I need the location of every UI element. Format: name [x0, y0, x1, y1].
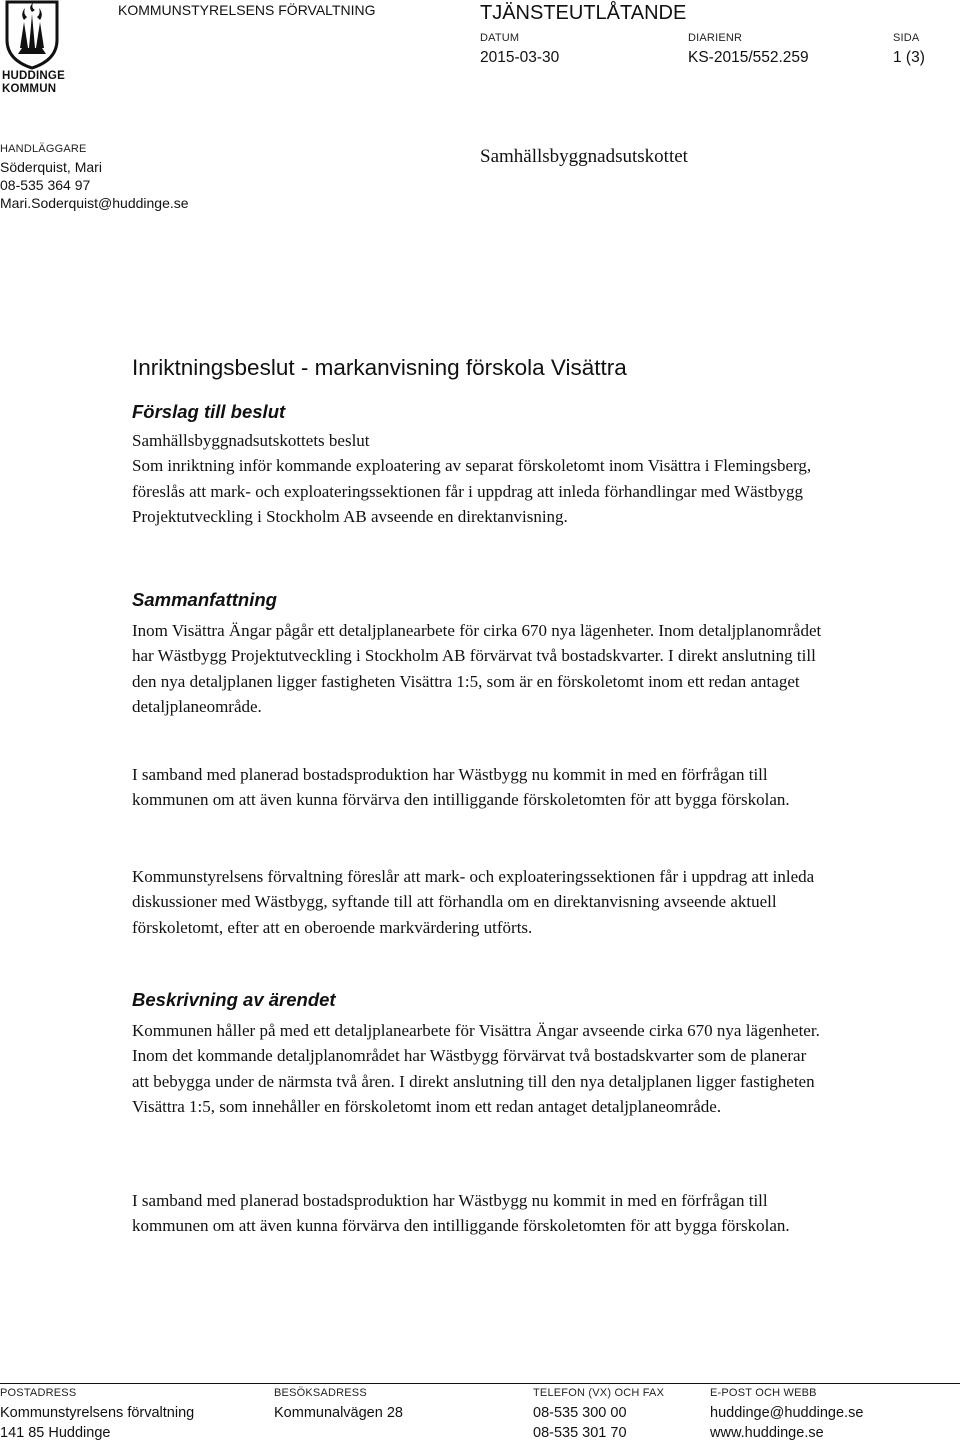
- sammanfattning-paragraph-2: I samband med planerad bostadsproduktion har Wästbygg nu kommit in med en förfrågan till kommunen om att även kunna förvärva den intilliggande förskoletomten för att bygga förskolan.: [132, 765, 790, 810]
- date-value: 2015-03-30: [480, 49, 560, 66]
- sammanfattning-paragraph-3-block: [132, 864, 822, 940]
- handler-email[interactable]: Mari.Soderquist@huddinge.se: [0, 195, 189, 211]
- section-heading-beskrivning: Beskrivning av ärendet: [132, 989, 336, 1010]
- huddinge-coat-of-arms-icon: [4, 0, 60, 70]
- beskrivning-paragraph-1: Kommunen håller på med ett detaljplanearbete för Visättra Ängar avseende cirka 670 nya lägenheter. Inom det kommande detaljplanområdet har Wästbygg förvärvat två bostadskvarter som de planerar att bebygga under de närmsta två åren. I direkt anslutning till den nya detaljplanen ligger fastigheten Visättra 1:5, som innehåller en förskoletomt inom ett redan antaget detaljplaneområde.: [132, 1021, 820, 1116]
- beskrivning-paragraph-2-block: [132, 1188, 822, 1239]
- footer-postal-label: POSTADRESS: [0, 1387, 77, 1399]
- section-heading-forslag: Förslag till beslut: [132, 401, 286, 422]
- footer-phone-value: 08-535 300 00: [533, 1405, 627, 1421]
- forslag-text: Som inriktning inför kommande exploatering av separat förskoletomt inom Visättra i Flemingsberg, föreslås att mark- och exploateringssektionen får i uppdrag att inleda förhandlingar med Wästbygg Projektutveckling i Stockholm AB avseende en direktanvisning.: [132, 456, 812, 526]
- handler-name: Söderquist, Mari: [0, 159, 102, 175]
- document-type: TJÄNSTEUTLÅTANDE: [480, 2, 687, 24]
- section-heading-sammanfattning: Sammanfattning: [132, 589, 277, 610]
- footer-email-value[interactable]: huddinge@huddinge.se: [710, 1405, 864, 1421]
- section-beskrivning: [132, 988, 822, 1119]
- sammanfattning-paragraph-1: Inom Visättra Ängar pågår ett detaljplanearbete för cirka 670 nya lägenheter. Inom detaljplanområdet har Wästbygg Projektutveckling i Stockholm AB förvärvat två bostadskvarter. I direkt anslutning till den nya detaljplanen ligger fastigheten Visättra 1:5, som är en förskoletomt inom ett redan antaget detaljplaneområde.: [132, 621, 822, 716]
- municipality-logo: [2, 0, 66, 104]
- footer-phone-label: TELEFON (VX) OCH FAX: [533, 1387, 665, 1399]
- forslag-subheading: Samhällsbyggnadsutskottets beslut: [132, 431, 370, 450]
- beskrivning-paragraph-2: I samband med planerad bostadsproduktion har Wästbygg nu kommit in med en förfrågan till kommunen om att även kunna förvärva den intilliggande förskoletomten för att bygga förskolan.: [132, 1191, 790, 1236]
- diarie-label: DIARIENR: [688, 32, 743, 44]
- footer-postal-line2: 141 85 Huddinge: [0, 1425, 111, 1441]
- footer-postal-line1: Kommunstyrelsens förvaltning: [0, 1405, 195, 1421]
- section-forslag: [132, 400, 822, 529]
- footer-web-label: E-POST OCH WEBB: [710, 1387, 817, 1399]
- handler-label: HANDLÄGGARE: [0, 143, 87, 155]
- sammanfattning-paragraph-3: Kommunstyrelsens förvaltning föreslår att mark- och exploateringssektionen får i uppdrag att inleda diskussioner med Wästbygg, syftande till att förhandla om en direktanvisning avseende aktuell förskoletomt, efter att en oberoende markvärdering utförts.: [132, 867, 815, 937]
- handler-phone: 08-535 364 97: [0, 177, 91, 193]
- recipient: Samhällsbyggnadsutskottet: [480, 146, 688, 167]
- organization-name: KOMMUNSTYRELSENS FÖRVALTNING: [118, 2, 376, 18]
- section-sammanfattning: [132, 588, 822, 719]
- sammanfattning-paragraph-2-block: [132, 762, 822, 813]
- date-label: DATUM: [480, 32, 520, 44]
- logo-text-line2: KOMMUN: [2, 83, 57, 95]
- diarie-value: KS-2015/552.259: [688, 49, 809, 66]
- footer-divider: [0, 1383, 960, 1384]
- footer-visit-value: Kommunalvägen 28: [274, 1405, 403, 1421]
- document-title: Inriktningsbeslut - markanvisning förskola Visättra: [132, 355, 627, 380]
- footer-web-value[interactable]: www.huddinge.se: [710, 1425, 824, 1441]
- footer-visit-label: BESÖKSADRESS: [274, 1387, 367, 1399]
- page-value: 1 (3): [893, 49, 925, 66]
- logo-text-line1: HUDDINGE: [2, 70, 65, 82]
- page-label: SIDA: [893, 32, 920, 44]
- footer-fax-value: 08-535 301 70: [533, 1425, 627, 1441]
